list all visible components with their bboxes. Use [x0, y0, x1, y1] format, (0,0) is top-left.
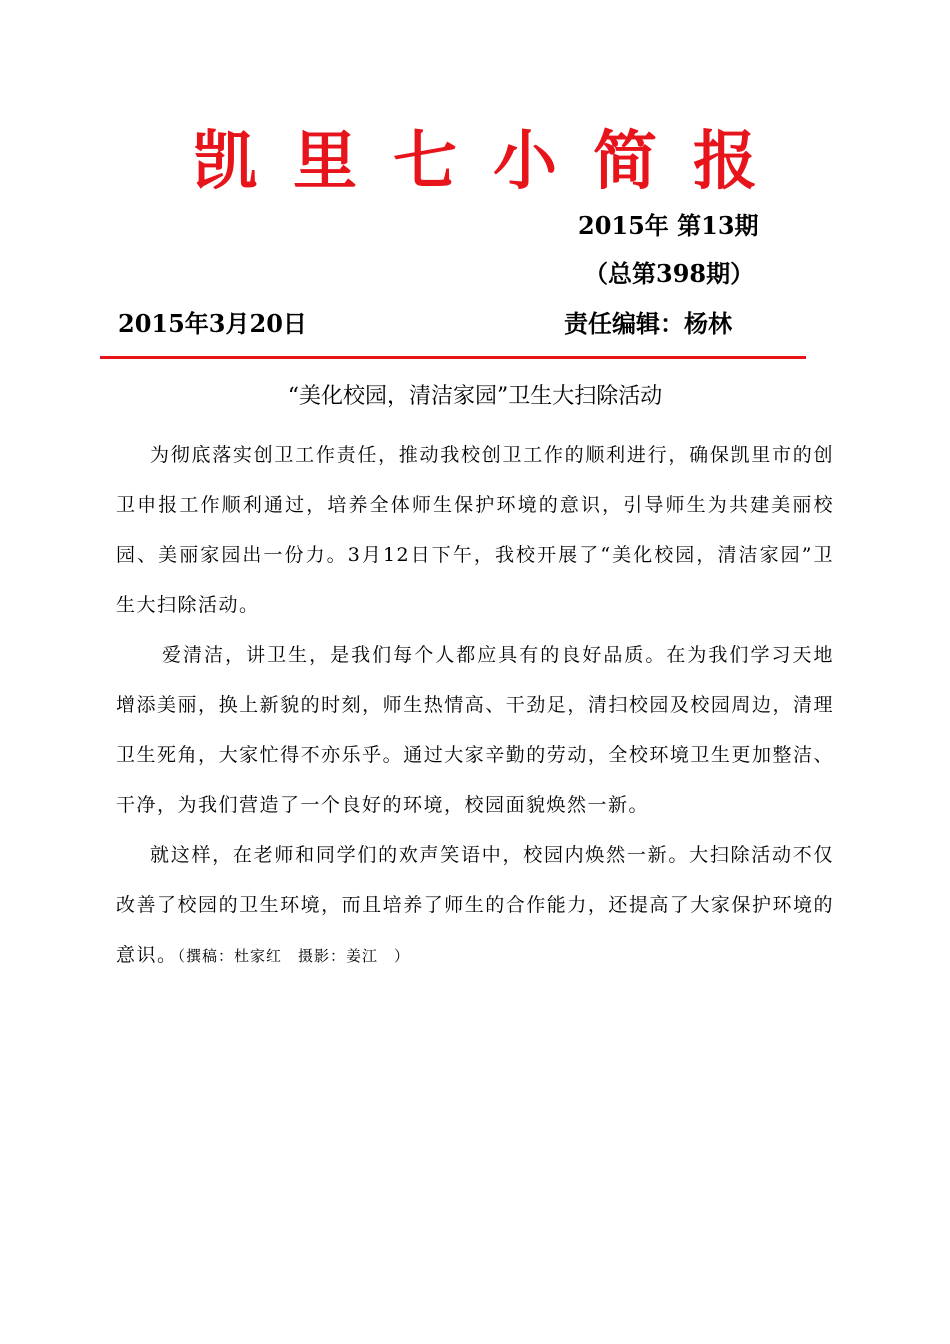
article-paragraph-3-text: 就这样，在老师和同学们的欢声笑语中，校园内焕然一新。大扫除活动不仅改善了校园的卫生环境，而且培养了师生的合作能力，还提高了大家保护环境的意识。	[116, 844, 834, 966]
issue-total-number: （总第398期）	[584, 259, 755, 288]
article-credit: （撰稿：杜家红 摄影：姜江 ）	[177, 947, 411, 965]
article-paragraph-3	[116, 830, 834, 981]
header-divider	[100, 356, 806, 359]
article-paragraph-2: 爱清洁，讲卫生，是我们每个人都应具有的良好品质。在为我们学习天地增添美丽，换上新貌的时刻，师生热情高、干劲足，清扫校园及校园周边，清理卫生死角，大家忙得不亦乐乎。通过大家辛勤的劳动，全校环境卫生更加整洁、干净，为我们营造了一个良好的环境，校园面貌焕然一新。	[116, 644, 834, 816]
article-body	[116, 430, 834, 981]
article-paragraph-1: 为彻底落实创卫工作责任，推动我校创卫工作的顺利进行，确保凯里市的创卫申报工作顺利通过，培养全体师生保护环境的意识，引导师生为共建美丽校园、美丽家园出一份力。3月12日下午，我校开展了“美化校园，清洁家园”卫生大扫除活动。	[116, 444, 834, 616]
publish-date: 2015年3月20日	[118, 309, 307, 338]
newsletter-masthead: 凯里七小简报	[193, 124, 793, 199]
issue-number: 2015年 第13期	[578, 211, 759, 240]
responsible-editor: 责任编辑：杨林	[564, 309, 732, 338]
article-title: “美化校园，清洁家园”卫生大扫除活动	[287, 384, 663, 409]
